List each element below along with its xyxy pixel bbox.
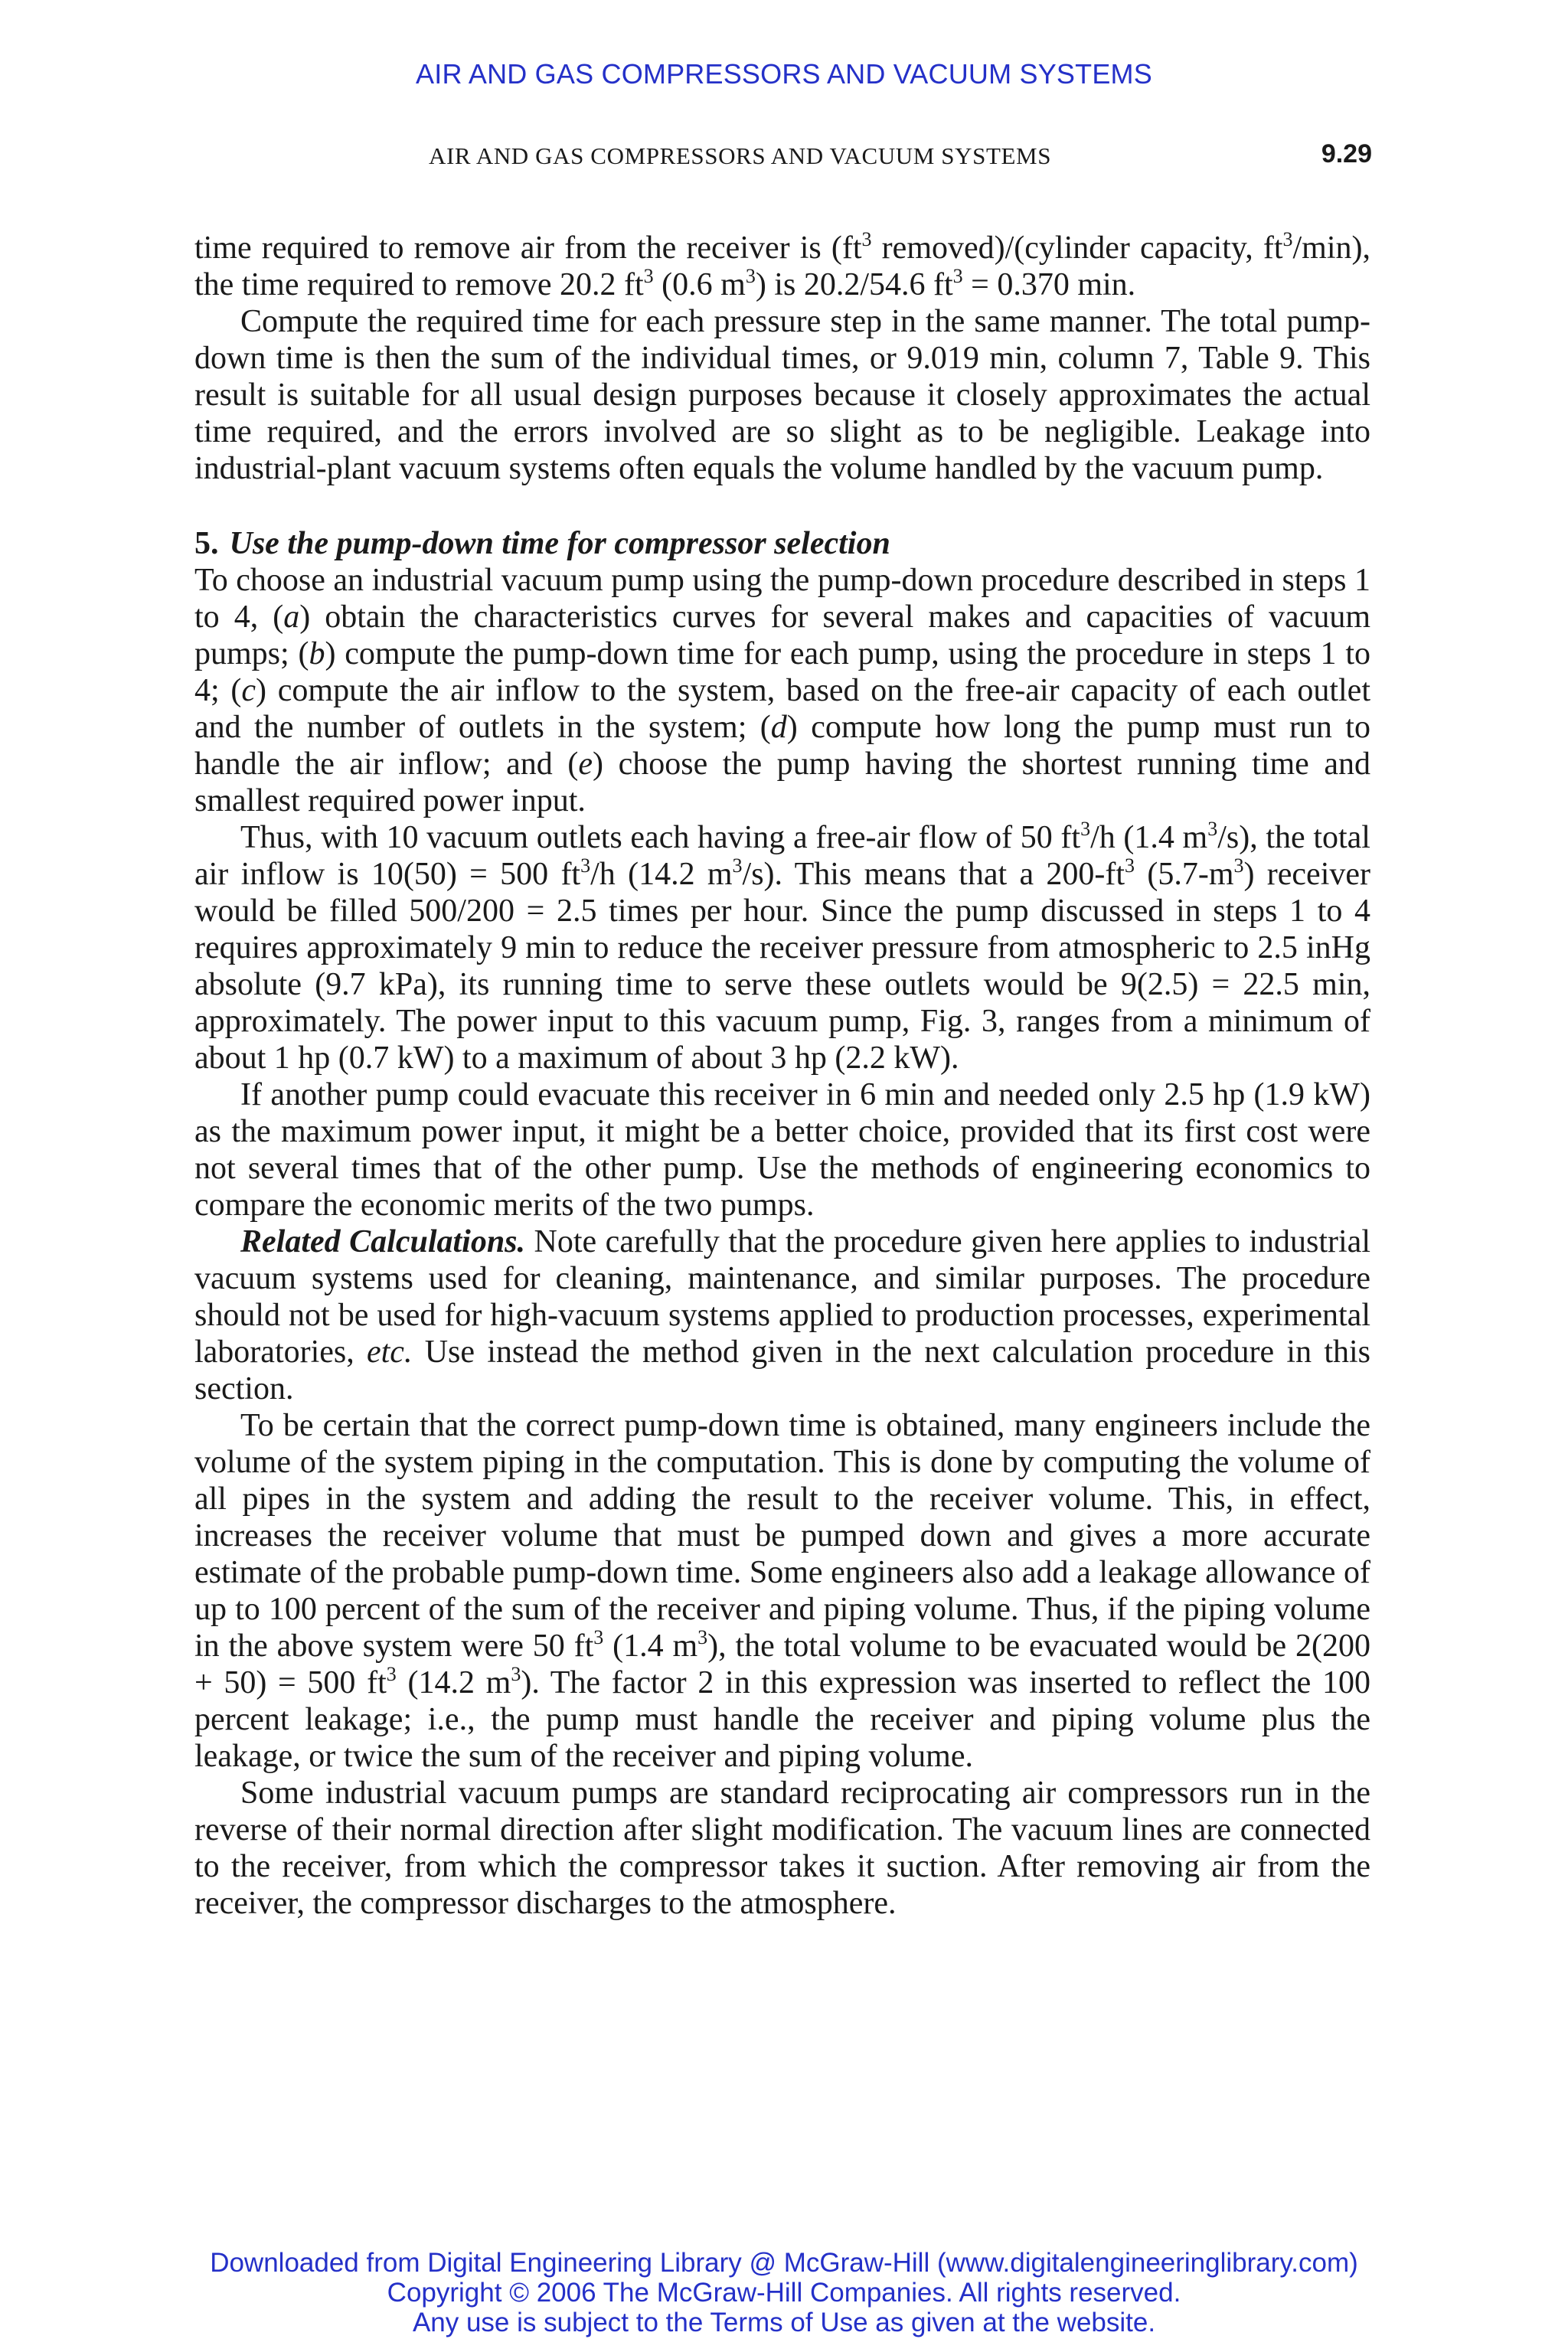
paragraph-6 — [194, 1223, 1370, 1407]
paragraph-5: If another pump could evacuate this receiver in 6 min and needed only 2.5 hp (1.9 kW) as the maximum power input, it might be a better choice, provided that its first cost were not several times that of the other pump. Use the methods of engineering economics to compare the economic merits of the two pumps. — [194, 1077, 1370, 1223]
paragraph-8: Some industrial vacuum pumps are standard reciprocating air compressors run in the reverse of their normal direction after slight modification. The vacuum lines are connected to the receiver, from which the compressor takes it suction. After removing air from the receiver, the compressor discharges to the atmosphere. — [194, 1775, 1370, 1921]
text-run: ) compute the pump-down time for each pump, using the procedure in steps 1 to 4; ( — [194, 636, 1370, 708]
paragraph-3 — [194, 562, 1370, 819]
text-run: /s). This means that a 200-ft — [742, 857, 1125, 892]
italic-letter: d — [770, 710, 787, 745]
text-run: Note carefully that the procedure given here applies to industrial vacuum systems used for cleaning, maintenance, and similar purposes. The procedure should not be used for high-vacuum systems applied to production processes, experimental laboratories, — [194, 1224, 1370, 1370]
superscript: 3 — [580, 854, 591, 877]
superscript: 3 — [697, 1626, 708, 1648]
text-run: /h (1.4 m — [1090, 820, 1208, 855]
superscript: 3 — [1207, 818, 1218, 840]
italic-letter: b — [309, 636, 325, 671]
text-run: ) receiver would be filled 500/200 = 2.5 times per hour. Since the pump discussed in steps 1 to 4 requires approximately 9 min to reduce the receiver pressure from atmospheric to 2.5 inHg absolute (9.7 kPa), its running time to serve these outlets would be 9(2.5) = 22.5 min, approximately. The power input to this vacuum pump, Fig. 3, ranges from a minimum of about 1 hp (0.7 kW) to a maximum of about 3 hp (2.2 kW). — [194, 857, 1370, 1076]
paragraph-1 — [194, 230, 1370, 303]
step-5-heading — [194, 525, 1370, 562]
text-run: removed)/(cylinder capacity, ft — [871, 230, 1283, 266]
text-run: Thus, with 10 vacuum outlets each having a free-air flow of 50 ft — [240, 820, 1081, 855]
paragraph-4 — [194, 819, 1370, 1076]
superscript: 3 — [861, 228, 872, 250]
superscript: 3 — [745, 265, 756, 287]
italic-letter: c — [241, 673, 256, 708]
text-run: /min), the time required to remove 20.2 ft — [194, 230, 1370, 302]
superscript: 3 — [593, 1626, 604, 1648]
body-text — [194, 230, 1370, 1922]
footer-download-link[interactable]: Downloaded from Digital Engineering Library @ McGraw-Hill (www.digitalengineeringlibrary.com) — [210, 2248, 1358, 2278]
running-head: AIR AND GAS COMPRESSORS AND VACUUM SYSTEMS — [429, 142, 1052, 169]
text-run: /s), the total air inflow is 10(50) = 500 ft — [194, 820, 1370, 892]
text-run: ). The factor 2 in this expression was inserted to reflect the 100 percent leakage; i.e., the pump must handle the receiver and piping volume plus the leakage, or twice the sum of the receiver and piping volume. — [194, 1665, 1371, 1774]
paragraph-2: Compute the required time for each pressure step in the same manner. The total pump-down time is then the sum of the individual times, or 9.019 min, column 7, Table 9. This result is suitable for all usual design purposes because it closely approximates the actual time required, and the errors involved are so slight as to be negligible. Leakage into industrial-plant vacuum systems often equals the volume handled by the vacuum pump. — [194, 304, 1370, 486]
superscript: 3 — [1282, 228, 1293, 250]
text-run: time required to remove air from the receiver is (ft — [194, 230, 862, 266]
italic-text: etc. — [367, 1334, 413, 1370]
footer-copyright: Copyright © 2006 The McGraw-Hill Companies. All rights reserved. — [387, 2278, 1181, 2308]
text-run: ) compute the air inflow to the system, based on the free-air capacity of each outlet and the number of outlets in the system; ( — [194, 673, 1370, 745]
text-run: ) obtain the characteristics curves for several makes and capacities of vacuum pumps; ( — [194, 599, 1371, 671]
text-run: = 0.370 min. — [962, 267, 1136, 302]
text-run: (5.7-m — [1135, 857, 1234, 892]
text-run: /h (14.2 m — [590, 857, 733, 892]
footer-terms-link[interactable]: Any use is subject to the Terms of Use as given at the website. — [412, 2308, 1156, 2337]
text-run: To choose an industrial vacuum pump using the pump-down procedure described in steps 1 to 4, ( — [194, 563, 1370, 635]
superscript: 3 — [386, 1663, 397, 1685]
text-run: (14.2 m — [396, 1665, 511, 1700]
superscript: 3 — [1080, 818, 1091, 840]
step-number: 5. — [194, 526, 219, 561]
text-run: (1.4 m — [603, 1628, 698, 1664]
superscript: 3 — [643, 265, 654, 287]
text-run: Use instead the method given in the next calculation procedure in this section. — [194, 1334, 1371, 1406]
page-number: 9.29 — [1321, 139, 1372, 168]
run-in-heading: Related Calculations. — [240, 1224, 526, 1259]
chapter-title-link[interactable]: AIR AND GAS COMPRESSORS AND VACUUM SYSTEMS — [416, 58, 1152, 90]
italic-letter: e — [578, 746, 593, 782]
text-run: To be certain that the correct pump-down time is obtained, many engineers include the volume of the system piping in the computation. This is done by computing the volume of all pipes in the system and adding the result to the receiver volume. This, in effect, increases the receiver volume that must be pumped down and gives a more accurate estimate of the probable pump-down time. Some engineers also add a leakage allowance of up to 100 percent of the sum of the receiver and piping volume. Thus, if the piping volume in the above system were 50 ft — [194, 1408, 1370, 1664]
text-run: ) choose the pump having the shortest running time and smallest required power input. — [194, 746, 1370, 818]
text-run: ) is 20.2/54.6 ft — [755, 267, 953, 302]
paragraph-7 — [194, 1407, 1370, 1775]
superscript: 3 — [952, 265, 963, 287]
text-run: (0.6 m — [653, 267, 746, 302]
footer — [0, 2248, 1568, 2337]
italic-letter: a — [283, 599, 300, 635]
superscript: 3 — [732, 854, 743, 877]
text-run: ) compute how long the pump must run to handle the air inflow; and ( — [194, 710, 1370, 782]
superscript: 3 — [1125, 854, 1135, 877]
superscript: 3 — [511, 1663, 521, 1685]
superscript: 3 — [1233, 854, 1244, 877]
step-title: Use the pump-down time for compressor selection — [229, 526, 890, 561]
text-run: ), the total volume to be evacuated would be 2(200 + 50) = 500 ft — [194, 1628, 1371, 1700]
